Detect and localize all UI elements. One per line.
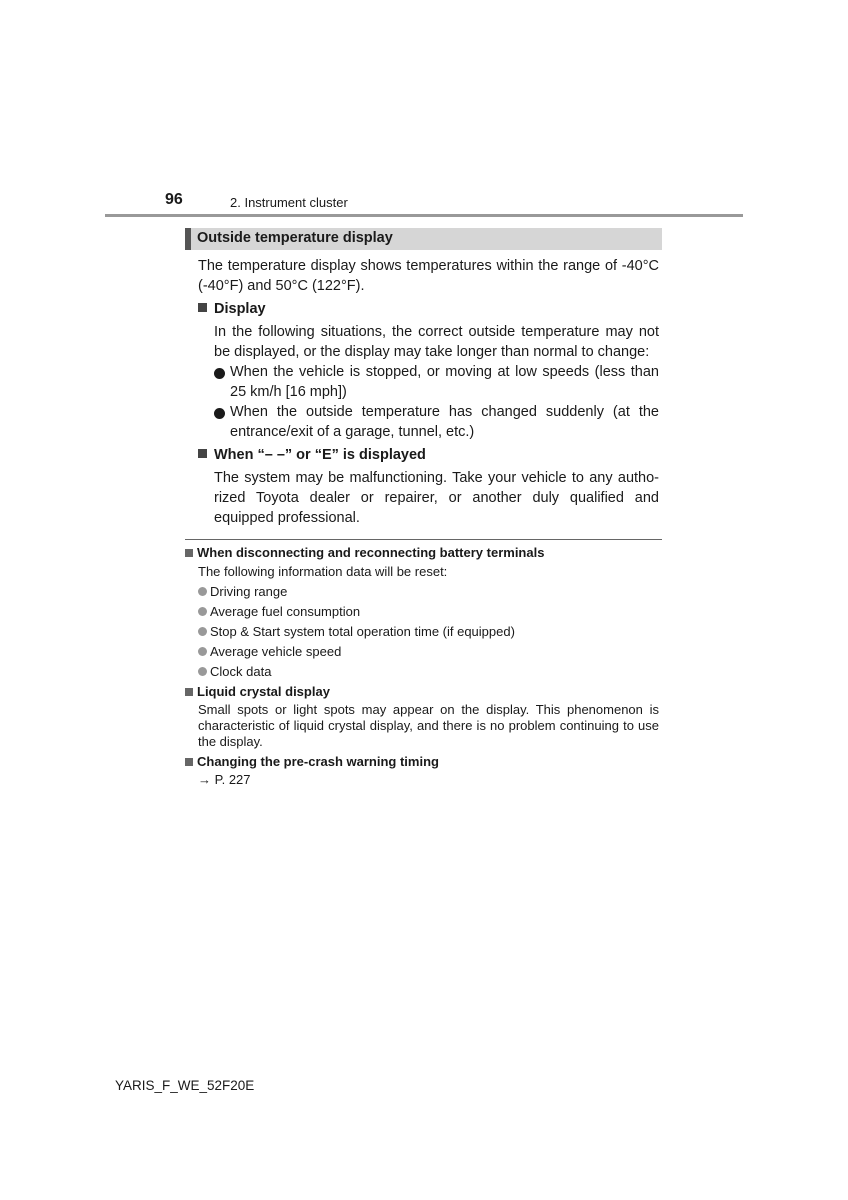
square-bullet-icon — [198, 303, 207, 312]
list-item: Clock data — [198, 664, 271, 680]
page-number: 96 — [165, 191, 183, 208]
subsection-title: When “– –” or “E” is displayed — [214, 447, 426, 463]
list-item: When the vehicle is stopped, or moving at low speeds (less than 25 km/h [16 mph]) — [230, 364, 659, 400]
bullet-dot-icon — [214, 406, 225, 424]
note-title: Changing the pre-crash warning timing — [197, 754, 439, 769]
list-item: When the outside temperature has changed suddenly (at the entrance/exit of a garage, tunnel, etc.) — [230, 404, 659, 440]
note-title: Liquid crystal display — [197, 684, 330, 699]
section-intro: The temperature display shows temperatures within the range of -40°C (-40°F) and 50°C (122°F). — [198, 258, 659, 294]
note-heading — [185, 545, 544, 561]
list-item: Stop & Start system total operation time (if equipped) — [198, 624, 515, 640]
subsection-display-text: In the following situations, the correct outside temperature may not be displayed, or the display may take longer than normal to change: — [214, 324, 659, 360]
subsection-title: Display — [214, 301, 266, 317]
section-title: Outside temperature display — [197, 230, 393, 246]
note-heading — [185, 754, 439, 770]
list-item: Driving range — [198, 584, 287, 600]
square-bullet-icon — [185, 549, 193, 557]
note-title: When disconnecting and reconnecting battery terminals — [197, 545, 545, 560]
chapter-title: 2. Instrument cluster — [230, 195, 348, 210]
list-item: Average fuel consumption — [198, 604, 360, 620]
subsection-error-heading — [198, 445, 426, 465]
square-bullet-icon — [185, 688, 193, 696]
note-heading — [185, 684, 330, 700]
document-code: YARIS_F_WE_52F20E — [115, 1078, 255, 1093]
square-bullet-icon — [198, 449, 207, 458]
subsection-error-text: The system may be malfunctioning. Take your vehicle to any autho-rized Toyota dealer or repairer, or another duly qualified and equipped professional. — [214, 470, 659, 526]
square-bullet-icon — [185, 758, 193, 766]
bullet-dot-icon — [198, 627, 207, 636]
notes-divider — [185, 539, 662, 540]
bullet-dot-icon — [198, 587, 207, 596]
bullet-dot-icon — [214, 366, 225, 384]
page-reference-link[interactable]: → P. 227 — [198, 772, 251, 787]
note-text: Small spots or light spots may appear on the display. This phenomenon is characteristic of liquid crystal display, and there is no problem continuing to use the display. — [198, 702, 659, 749]
subsection-display-heading — [198, 299, 266, 319]
bullet-dot-icon — [198, 647, 207, 656]
bullet-dot-icon — [198, 667, 207, 676]
header-divider — [105, 214, 743, 217]
list-item: Average vehicle speed — [198, 644, 341, 660]
bullet-dot-icon — [198, 607, 207, 616]
note-text: The following information data will be reset: — [198, 564, 448, 579]
